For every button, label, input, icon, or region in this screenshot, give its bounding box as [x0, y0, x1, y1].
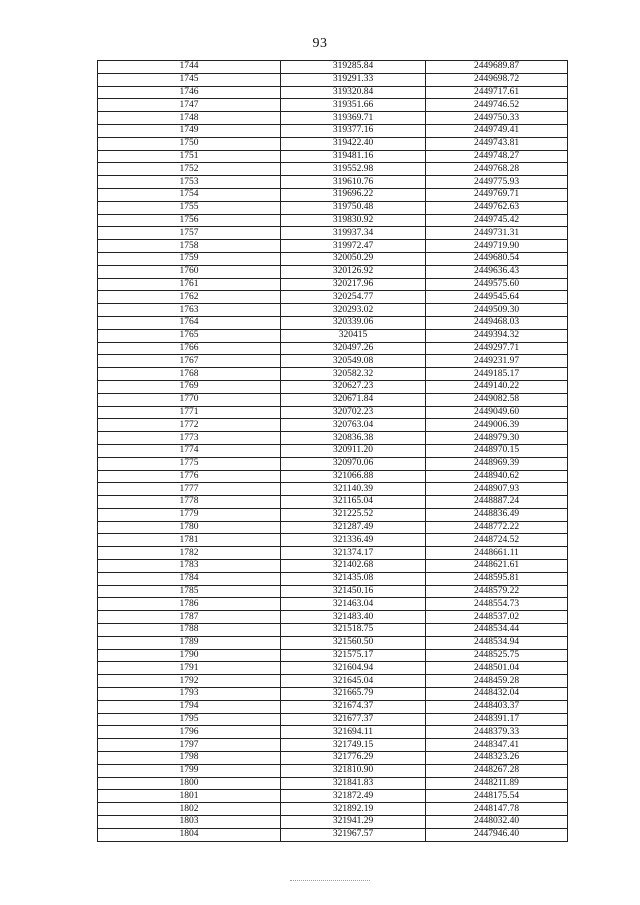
- x-coordinate-cell: 321967.57: [281, 828, 426, 841]
- x-coordinate-cell: 319377.16: [281, 124, 426, 137]
- x-coordinate-cell: 319422.40: [281, 137, 426, 150]
- x-coordinate-cell: 319291.33: [281, 73, 426, 86]
- table-row: [98, 662, 568, 675]
- x-coordinate-cell: 320970.06: [281, 457, 426, 470]
- point-number-cell: 1771: [98, 406, 281, 419]
- y-coordinate-cell: 2448501.04: [426, 662, 568, 675]
- table-row: [98, 457, 568, 470]
- y-coordinate-cell: 2448579.22: [426, 585, 568, 598]
- y-coordinate-cell: 2449082.58: [426, 393, 568, 406]
- x-coordinate-cell: 320836.38: [281, 432, 426, 445]
- x-coordinate-cell: 320627.23: [281, 380, 426, 393]
- y-coordinate-cell: 2448969.39: [426, 457, 568, 470]
- y-coordinate-cell: 2448323.26: [426, 752, 568, 765]
- point-number-cell: 1768: [98, 368, 281, 381]
- table-row: [98, 265, 568, 278]
- point-number-cell: 1751: [98, 150, 281, 163]
- table-row: [98, 713, 568, 726]
- y-coordinate-cell: 2449468.03: [426, 316, 568, 329]
- point-number-cell: 1796: [98, 726, 281, 739]
- point-number-cell: 1746: [98, 86, 281, 99]
- y-coordinate-cell: 2448432.04: [426, 688, 568, 701]
- point-number-cell: 1763: [98, 304, 281, 317]
- page-number: 93: [312, 36, 328, 51]
- table-row: [98, 61, 568, 74]
- x-coordinate-cell: 321463.04: [281, 598, 426, 611]
- x-coordinate-cell: 321841.83: [281, 777, 426, 790]
- table-row: [98, 201, 568, 214]
- table-row: [98, 611, 568, 624]
- point-number-cell: 1790: [98, 649, 281, 662]
- point-number-cell: 1785: [98, 585, 281, 598]
- table-row: [98, 188, 568, 201]
- y-coordinate-cell: 2448907.93: [426, 483, 568, 496]
- x-coordinate-cell: 319750.48: [281, 201, 426, 214]
- table-row: [98, 508, 568, 521]
- y-coordinate-cell: 2449231.97: [426, 355, 568, 368]
- point-number-cell: 1758: [98, 240, 281, 253]
- point-number-cell: 1753: [98, 176, 281, 189]
- table-row: [98, 521, 568, 534]
- x-coordinate-cell: 321066.88: [281, 470, 426, 483]
- table-row: [98, 419, 568, 432]
- point-number-cell: 1793: [98, 688, 281, 701]
- x-coordinate-cell: 320217.96: [281, 278, 426, 291]
- y-coordinate-cell: 2448537.02: [426, 611, 568, 624]
- x-coordinate-cell: 320911.20: [281, 444, 426, 457]
- point-number-cell: 1804: [98, 828, 281, 841]
- table-row: [98, 278, 568, 291]
- y-coordinate-cell: 2448940.62: [426, 470, 568, 483]
- table-row: [98, 137, 568, 150]
- point-number-cell: 1788: [98, 624, 281, 637]
- coordinates-table: [97, 60, 568, 842]
- y-coordinate-cell: 2449636.43: [426, 265, 568, 278]
- point-number-cell: 1779: [98, 508, 281, 521]
- table-row: [98, 547, 568, 560]
- x-coordinate-cell: 319610.76: [281, 176, 426, 189]
- table-row: [98, 73, 568, 86]
- x-coordinate-cell: 321374.17: [281, 547, 426, 560]
- table-row: [98, 649, 568, 662]
- x-coordinate-cell: 319320.84: [281, 86, 426, 99]
- point-number-cell: 1747: [98, 99, 281, 112]
- y-coordinate-cell: 2449680.54: [426, 252, 568, 265]
- x-coordinate-cell: 321677.37: [281, 713, 426, 726]
- point-number-cell: 1770: [98, 393, 281, 406]
- point-number-cell: 1754: [98, 188, 281, 201]
- x-coordinate-cell: 321941.29: [281, 816, 426, 829]
- point-number-cell: 1759: [98, 252, 281, 265]
- table-row: [98, 329, 568, 342]
- y-coordinate-cell: 2449717.61: [426, 86, 568, 99]
- x-coordinate-cell: 319972.47: [281, 240, 426, 253]
- point-number-cell: 1773: [98, 432, 281, 445]
- table-row: [98, 624, 568, 637]
- point-number-cell: 1752: [98, 163, 281, 176]
- y-coordinate-cell: 2448403.37: [426, 700, 568, 713]
- y-coordinate-cell: 2449140.22: [426, 380, 568, 393]
- y-coordinate-cell: 2448147.78: [426, 803, 568, 816]
- y-coordinate-cell: 2447946.40: [426, 828, 568, 841]
- x-coordinate-cell: 320702.23: [281, 406, 426, 419]
- point-number-cell: 1789: [98, 636, 281, 649]
- y-coordinate-cell: 2448887.24: [426, 496, 568, 509]
- table-row: [98, 560, 568, 573]
- y-coordinate-cell: 2449689.87: [426, 61, 568, 74]
- table-row: [98, 636, 568, 649]
- point-number-cell: 1764: [98, 316, 281, 329]
- y-coordinate-cell: 2448661.11: [426, 547, 568, 560]
- y-coordinate-cell: 2448724.52: [426, 534, 568, 547]
- y-coordinate-cell: 2448525.75: [426, 649, 568, 662]
- y-coordinate-cell: 2448979.30: [426, 432, 568, 445]
- point-number-cell: 1783: [98, 560, 281, 573]
- x-coordinate-cell: 320671.84: [281, 393, 426, 406]
- point-number-cell: 1798: [98, 752, 281, 765]
- point-number-cell: 1744: [98, 61, 281, 74]
- y-coordinate-cell: 2448621.61: [426, 560, 568, 573]
- table-row: [98, 675, 568, 688]
- point-number-cell: 1782: [98, 547, 281, 560]
- point-number-cell: 1802: [98, 803, 281, 816]
- x-coordinate-cell: 321287.49: [281, 521, 426, 534]
- y-coordinate-cell: 2448595.81: [426, 572, 568, 585]
- y-coordinate-cell: 2448379.33: [426, 726, 568, 739]
- coordinates-table-body: [98, 61, 568, 842]
- x-coordinate-cell: 320293.02: [281, 304, 426, 317]
- table-row: [98, 470, 568, 483]
- x-coordinate-cell: 321604.94: [281, 662, 426, 675]
- point-number-cell: 1761: [98, 278, 281, 291]
- y-coordinate-cell: 2449769.71: [426, 188, 568, 201]
- table-row: [98, 534, 568, 547]
- x-coordinate-cell: 321665.79: [281, 688, 426, 701]
- y-coordinate-cell: 2448032.40: [426, 816, 568, 829]
- table-row: [98, 790, 568, 803]
- x-coordinate-cell: 320763.04: [281, 419, 426, 432]
- point-number-cell: 1784: [98, 572, 281, 585]
- point-number-cell: 1800: [98, 777, 281, 790]
- y-coordinate-cell: 2449762.63: [426, 201, 568, 214]
- table-row: [98, 163, 568, 176]
- table-row: [98, 214, 568, 227]
- point-number-cell: 1780: [98, 521, 281, 534]
- y-coordinate-cell: 2448534.44: [426, 624, 568, 637]
- point-number-cell: 1748: [98, 112, 281, 125]
- point-number-cell: 1766: [98, 342, 281, 355]
- y-coordinate-cell: 2449545.64: [426, 291, 568, 304]
- y-coordinate-cell: 2449749.41: [426, 124, 568, 137]
- y-coordinate-cell: 2448175.54: [426, 790, 568, 803]
- point-number-cell: 1765: [98, 329, 281, 342]
- table-row: [98, 406, 568, 419]
- y-coordinate-cell: 2449297.71: [426, 342, 568, 355]
- x-coordinate-cell: 321518.75: [281, 624, 426, 637]
- y-coordinate-cell: 2449745.42: [426, 214, 568, 227]
- table-row: [98, 304, 568, 317]
- table-row: [98, 572, 568, 585]
- table-row: [98, 393, 568, 406]
- y-coordinate-cell: 2449768.28: [426, 163, 568, 176]
- table-row: [98, 828, 568, 841]
- table-row: [98, 444, 568, 457]
- y-coordinate-cell: 2449185.17: [426, 368, 568, 381]
- y-coordinate-cell: 2448554.73: [426, 598, 568, 611]
- y-coordinate-cell: 2448970.15: [426, 444, 568, 457]
- table-row: [98, 380, 568, 393]
- point-number-cell: 1745: [98, 73, 281, 86]
- x-coordinate-cell: 320582.32: [281, 368, 426, 381]
- x-coordinate-cell: 319830.92: [281, 214, 426, 227]
- point-number-cell: 1787: [98, 611, 281, 624]
- point-number-cell: 1781: [98, 534, 281, 547]
- x-coordinate-cell: 321402.68: [281, 560, 426, 573]
- table-row: [98, 598, 568, 611]
- x-coordinate-cell: 319696.22: [281, 188, 426, 201]
- x-coordinate-cell: 319481.16: [281, 150, 426, 163]
- x-coordinate-cell: 321225.52: [281, 508, 426, 521]
- point-number-cell: 1760: [98, 265, 281, 278]
- table-row: [98, 252, 568, 265]
- table-row: [98, 432, 568, 445]
- x-coordinate-cell: 319351.66: [281, 99, 426, 112]
- x-coordinate-cell: 319369.71: [281, 112, 426, 125]
- point-number-cell: 1755: [98, 201, 281, 214]
- x-coordinate-cell: 320339.06: [281, 316, 426, 329]
- point-number-cell: 1749: [98, 124, 281, 137]
- table-row: [98, 355, 568, 368]
- table-row: [98, 316, 568, 329]
- table-row: [98, 86, 568, 99]
- table-row: [98, 777, 568, 790]
- y-coordinate-cell: 2449575.60: [426, 278, 568, 291]
- x-coordinate-cell: 321749.15: [281, 739, 426, 752]
- x-coordinate-cell: 321336.49: [281, 534, 426, 547]
- table-row: [98, 176, 568, 189]
- x-coordinate-cell: 321776.29: [281, 752, 426, 765]
- table-row: [98, 342, 568, 355]
- x-coordinate-cell: 321575.17: [281, 649, 426, 662]
- point-number-cell: 1772: [98, 419, 281, 432]
- x-coordinate-cell: 321892.19: [281, 803, 426, 816]
- y-coordinate-cell: 2449743.81: [426, 137, 568, 150]
- x-coordinate-cell: 321674.37: [281, 700, 426, 713]
- table-row: [98, 816, 568, 829]
- x-coordinate-cell: 321435.08: [281, 572, 426, 585]
- table-row: [98, 124, 568, 137]
- table-row: [98, 483, 568, 496]
- table-row: [98, 688, 568, 701]
- x-coordinate-cell: 320497.26: [281, 342, 426, 355]
- point-number-cell: 1750: [98, 137, 281, 150]
- point-number-cell: 1792: [98, 675, 281, 688]
- x-coordinate-cell: 321810.90: [281, 764, 426, 777]
- point-number-cell: 1769: [98, 380, 281, 393]
- x-coordinate-cell: 321694.11: [281, 726, 426, 739]
- x-coordinate-cell: 319552.98: [281, 163, 426, 176]
- table-row: [98, 496, 568, 509]
- y-coordinate-cell: 2448267.28: [426, 764, 568, 777]
- table-row: [98, 99, 568, 112]
- point-number-cell: 1775: [98, 457, 281, 470]
- x-coordinate-cell: 321450.16: [281, 585, 426, 598]
- point-number-cell: 1797: [98, 739, 281, 752]
- x-coordinate-cell: 321165.04: [281, 496, 426, 509]
- x-coordinate-cell: 321140.39: [281, 483, 426, 496]
- y-coordinate-cell: 2448391.17: [426, 713, 568, 726]
- point-number-cell: 1791: [98, 662, 281, 675]
- y-coordinate-cell: 2449746.52: [426, 99, 568, 112]
- x-coordinate-cell: 320050.29: [281, 252, 426, 265]
- y-coordinate-cell: 2449748.27: [426, 150, 568, 163]
- table-row: [98, 764, 568, 777]
- table-row: [98, 227, 568, 240]
- y-coordinate-cell: 2449394.32: [426, 329, 568, 342]
- y-coordinate-cell: 2449775.93: [426, 176, 568, 189]
- y-coordinate-cell: 2448211.89: [426, 777, 568, 790]
- point-number-cell: 1757: [98, 227, 281, 240]
- x-coordinate-cell: 321560.50: [281, 636, 426, 649]
- point-number-cell: 1778: [98, 496, 281, 509]
- point-number-cell: 1786: [98, 598, 281, 611]
- y-coordinate-cell: 2449731.31: [426, 227, 568, 240]
- table-row: [98, 368, 568, 381]
- y-coordinate-cell: 2449049.60: [426, 406, 568, 419]
- point-number-cell: 1762: [98, 291, 281, 304]
- x-coordinate-cell: 320254.77: [281, 291, 426, 304]
- y-coordinate-cell: 2448347.41: [426, 739, 568, 752]
- y-coordinate-cell: 2449750.33: [426, 112, 568, 125]
- table-row: [98, 739, 568, 752]
- point-number-cell: 1756: [98, 214, 281, 227]
- table-row: [98, 291, 568, 304]
- point-number-cell: 1794: [98, 700, 281, 713]
- x-coordinate-cell: 319937.34: [281, 227, 426, 240]
- x-coordinate-cell: 319285.84: [281, 61, 426, 74]
- point-number-cell: 1777: [98, 483, 281, 496]
- y-coordinate-cell: 2448534.94: [426, 636, 568, 649]
- y-coordinate-cell: 2449698.72: [426, 73, 568, 86]
- table-row: [98, 585, 568, 598]
- point-number-cell: 1767: [98, 355, 281, 368]
- y-coordinate-cell: 2448772.22: [426, 521, 568, 534]
- y-coordinate-cell: 2448459.28: [426, 675, 568, 688]
- y-coordinate-cell: 2448836.49: [426, 508, 568, 521]
- x-coordinate-cell: 321483.40: [281, 611, 426, 624]
- x-coordinate-cell: 321872.49: [281, 790, 426, 803]
- point-number-cell: 1776: [98, 470, 281, 483]
- point-number-cell: 1799: [98, 764, 281, 777]
- table-row: [98, 752, 568, 765]
- table-row: [98, 803, 568, 816]
- table-row: [98, 150, 568, 163]
- x-coordinate-cell: 320549.08: [281, 355, 426, 368]
- x-coordinate-cell: 320415: [281, 329, 426, 342]
- y-coordinate-cell: 2449509.30: [426, 304, 568, 317]
- point-number-cell: 1774: [98, 444, 281, 457]
- table-row: [98, 112, 568, 125]
- x-coordinate-cell: 320126.92: [281, 265, 426, 278]
- y-coordinate-cell: 2449719.90: [426, 240, 568, 253]
- table-row: [98, 700, 568, 713]
- point-number-cell: 1801: [98, 790, 281, 803]
- table-row: [98, 240, 568, 253]
- point-number-cell: 1803: [98, 816, 281, 829]
- footer-divider: [290, 880, 370, 881]
- point-number-cell: 1795: [98, 713, 281, 726]
- y-coordinate-cell: 2449006.39: [426, 419, 568, 432]
- table-row: [98, 726, 568, 739]
- x-coordinate-cell: 321645.04: [281, 675, 426, 688]
